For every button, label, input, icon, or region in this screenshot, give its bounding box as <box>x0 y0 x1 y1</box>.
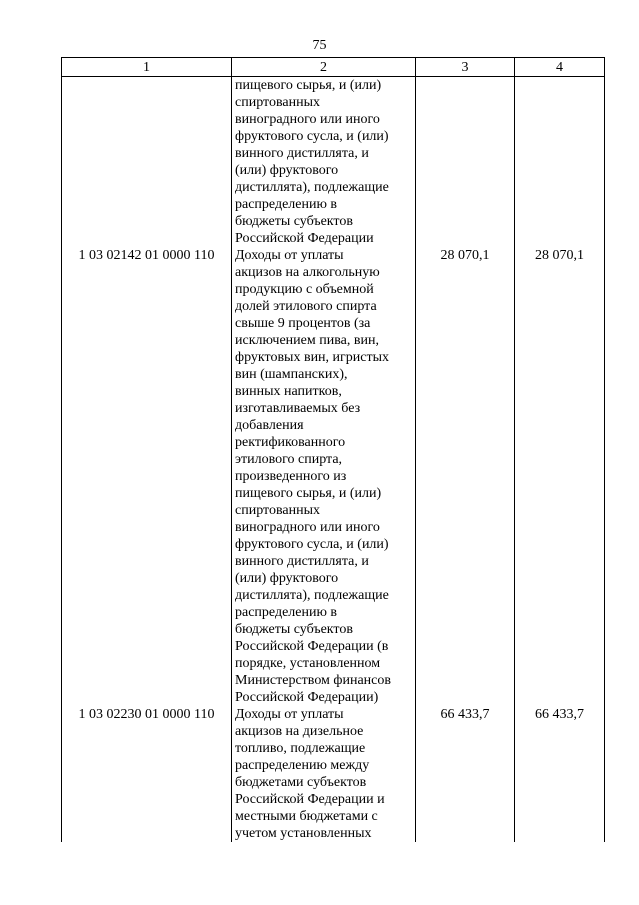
description-line: Министерством финансов <box>235 673 391 688</box>
description-line: дистиллята), подлежащие <box>235 180 389 195</box>
description-line: распределению в <box>235 197 338 212</box>
description-line: бюджетами субъектов <box>235 775 367 790</box>
value-cell-empty <box>515 77 605 248</box>
description-line: акцизов на алкогольную <box>235 265 380 280</box>
description-line: бюджеты субъектов <box>235 214 353 229</box>
column-header-4: 4 <box>515 58 605 77</box>
description-line: спиртованных <box>235 503 320 518</box>
page-number: 75 <box>312 38 327 53</box>
description-line: продукцию с объемной <box>235 282 374 297</box>
description-line: распределению между <box>235 758 370 773</box>
description-line: Российской Федерации (в <box>235 639 389 654</box>
description-line: фруктового сусла, и (или) <box>235 537 389 552</box>
description-line: топливо, подлежащие <box>235 741 366 756</box>
description-line: Российской Федерации и <box>235 792 385 807</box>
value-column-3: 66 433,7 <box>416 706 515 842</box>
description-line: исключением пива, вин, <box>235 333 379 348</box>
description-line: распределению в <box>235 605 338 620</box>
value-column-4: 66 433,7 <box>515 706 605 842</box>
description-line: спиртованных <box>235 95 320 110</box>
description-line: Доходы от уплаты <box>235 248 344 263</box>
description-line: изготавливаемых без <box>235 401 361 416</box>
code-cell-empty <box>62 77 232 248</box>
description-line: вин (шампанских), <box>235 367 348 382</box>
description-line: ректификованного <box>235 435 346 450</box>
revenue-code: 1 03 02142 01 0000 110 <box>62 247 232 706</box>
description-line: долей этилового спирта <box>235 299 377 314</box>
description-line: винных напитков, <box>235 384 342 399</box>
description-line: Российской Федерации) <box>235 690 379 705</box>
table-header-row <box>62 58 605 77</box>
description-line: свыше 9 процентов (за <box>235 316 371 331</box>
description-cell <box>232 247 416 706</box>
description-line: произведенного из <box>235 469 347 484</box>
description-line: этилового спирта, <box>235 452 343 467</box>
description-line: фруктовых вин, игристых <box>235 350 390 365</box>
column-header-2: 2 <box>232 58 416 77</box>
column-header-3: 3 <box>416 58 515 77</box>
description-line: Доходы от уплаты <box>235 707 344 722</box>
description-line: виноградного или иного <box>235 112 380 127</box>
column-header-1: 1 <box>62 58 232 77</box>
description-cell <box>232 706 416 842</box>
value-column-4: 28 070,1 <box>515 247 605 706</box>
description-line: местными бюджетами с <box>235 809 378 824</box>
description-line: (или) фруктового <box>235 163 339 178</box>
table-row-continuation <box>62 77 605 248</box>
table-row <box>62 247 605 706</box>
description-line: (или) фруктового <box>235 571 339 586</box>
description-line: порядке, установленном <box>235 656 381 671</box>
revenue-table <box>61 57 605 842</box>
description-line: дистиллята), подлежащие <box>235 588 389 603</box>
description-line: добавления <box>235 418 304 433</box>
description-line: Российской Федерации <box>235 231 374 246</box>
description-line: винного дистиллята, и <box>235 554 369 569</box>
description-line: виноградного или иного <box>235 520 380 535</box>
value-cell-empty <box>416 77 515 248</box>
revenue-code: 1 03 02230 01 0000 110 <box>62 706 232 842</box>
value-column-3: 28 070,1 <box>416 247 515 706</box>
description-line: учетом установленных <box>235 826 372 841</box>
description-line: бюджеты субъектов <box>235 622 353 637</box>
description-cell <box>232 77 416 248</box>
description-line: винного дистиллята, и <box>235 146 369 161</box>
table-row <box>62 706 605 842</box>
description-line: пищевого сырья, и (или) <box>235 486 382 501</box>
description-line: пищевого сырья, и (или) <box>235 78 382 93</box>
description-line: фруктового сусла, и (или) <box>235 129 389 144</box>
description-line: акцизов на дизельное <box>235 724 364 739</box>
